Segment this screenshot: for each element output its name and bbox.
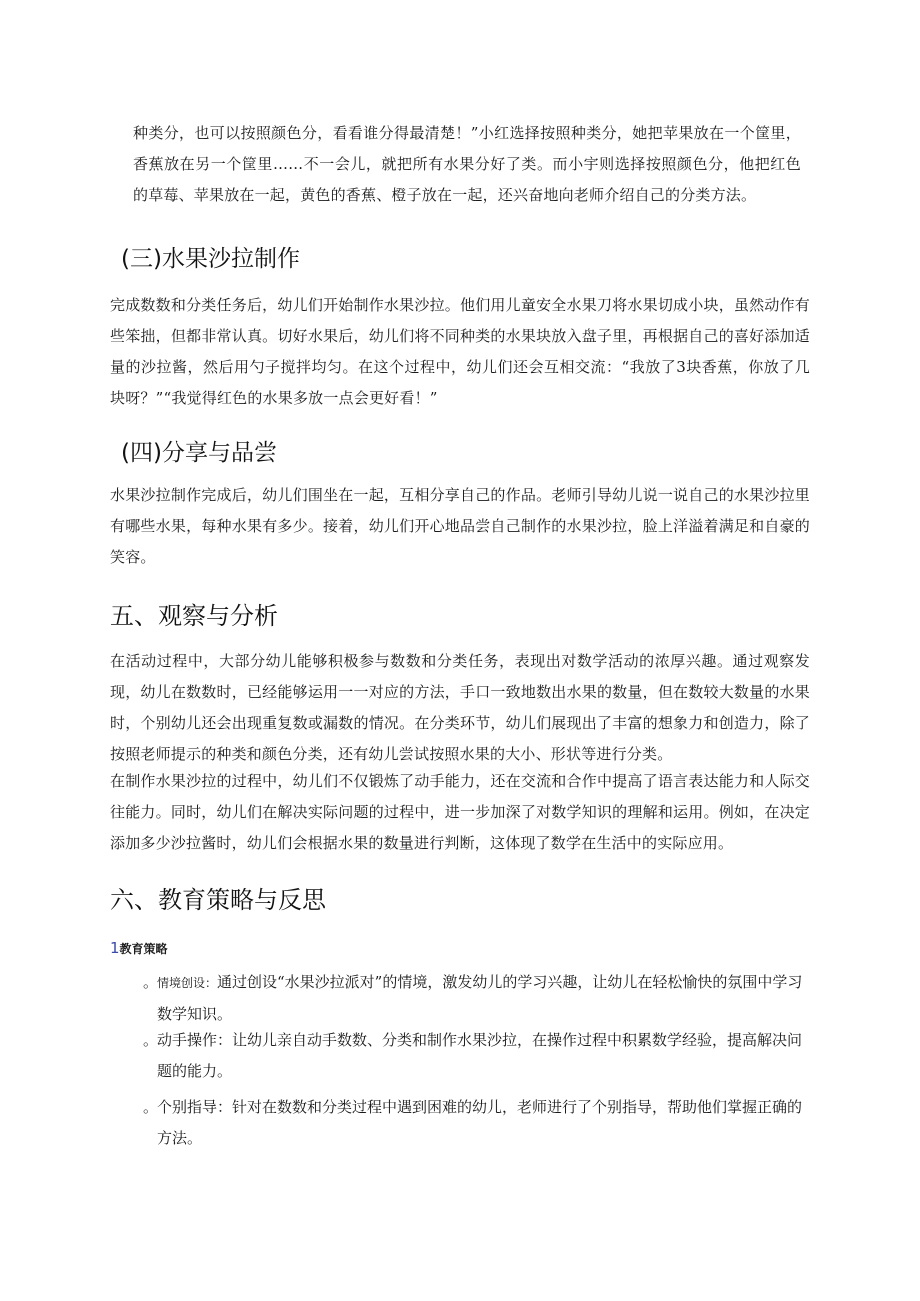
subsection-number: 1 xyxy=(110,939,120,957)
bullet-marker: 。 xyxy=(143,1031,159,1049)
bullet-text: 通过创设“水果沙拉派对”的情境，激发幼儿的学习兴趣，让幼儿在轻松愉快的氛围中学习数学知识。 xyxy=(157,973,803,1023)
bullet-title: 动手操作： xyxy=(157,1031,233,1049)
bullet-text: 让幼儿亲自动手数数、分类和制作水果沙拉，在操作过程中积累数学经验，提高解决问题的能力。 xyxy=(157,1031,803,1080)
section-5-paragraph-2: 在制作水果沙拉的过程中，幼儿们不仅锻炼了动手能力，还在交流和合作中提高了语言表达能力和人际交往能力。同时，幼儿们在解决实际问题的过程中，进一步加深了对数学知识的理解和运用。例如，在决定添加多少沙拉酱时，幼儿们会根据水果的数量进行判断，这体现了数学在生活中的实际应用。 xyxy=(110,772,810,852)
section-3-paragraph: 完成数数和分类任务后，幼儿们开始制作水果沙拉。他们用儿童安全水果刀将水果切成小块，虽然动作有些笨拙，但都非常认真。切好水果后，幼儿们将不同种类的水果块放入盘子里，再根据自己的喜好添加适量的沙拉酱，然后用勺子搅拌均匀。在这个过程中，幼儿们还会互相交流：“我放了3块香蕉，你放了几块呀？”“我觉得红色的水果多放一点会更好看！” xyxy=(110,296,810,407)
subsection-title: 教育策略 xyxy=(119,942,168,956)
bullet-marker: 。 xyxy=(143,1098,159,1116)
bullet-text: 针对在数数和分类过程中遇到困难的幼儿，老师进行了个别指导，帮助他们掌握正确的方法。 xyxy=(157,1098,803,1147)
section-5-heading: 五、观察与分析 xyxy=(110,602,278,630)
bullet-item xyxy=(143,967,807,1030)
section-6-heading: 六、教育策略与反思 xyxy=(110,886,326,914)
section-5-paragraph-1: 在活动过程中，大部分幼儿能够积极参与数数和分类任务，表现出对数学活动的浓厚兴趣。通过观察发现，幼儿在数数时，已经能够运用一一对应的方法，手口一致地数出水果的数量，但在数较大数量的水果时，个别幼儿还会出现重复数或漏数的情况。在分类环节，幼儿们展现出了丰富的想象力和创造力，除了按照老师提示的种类和颜色分类，还有幼儿尝试按照水果的大小、形状等进行分类。 xyxy=(110,652,810,763)
section-3-heading: (三)水果沙拉制作 xyxy=(121,246,300,272)
bullet-item xyxy=(143,1092,809,1154)
bullet-marker: 。 xyxy=(143,973,159,991)
subsection-label xyxy=(110,939,168,958)
bullet-item xyxy=(143,1025,809,1087)
intro-paragraph: 种类分，也可以按照颜色分，看看谁分得最清楚！”小红选择按照种类分，她把苹果放在一个筐里，香蕉放在另一个筐里……不一会儿，就把所有水果分好了类。而小宇则选择按照颜色分，他把红色的草莓、苹果放在一起，黄色的香蕉、橙子放在一起，还兴奋地向老师介绍自己的分类方法。 xyxy=(133,124,801,204)
section-4-paragraph: 水果沙拉制作完成后，幼儿们围坐在一起，互相分享自己的作品。老师引导幼儿说一说自己的水果沙拉里有哪些水果，每种水果有多少。接着，幼儿们开心地品尝自己制作的水果沙拉，脸上洋溢着满足和自豪的笑容。 xyxy=(110,486,810,566)
section-4-heading: (四)分享与品尝 xyxy=(121,440,277,466)
bullet-title: 个别指导： xyxy=(157,1098,233,1116)
bullet-title: 情境创设： xyxy=(157,976,218,990)
